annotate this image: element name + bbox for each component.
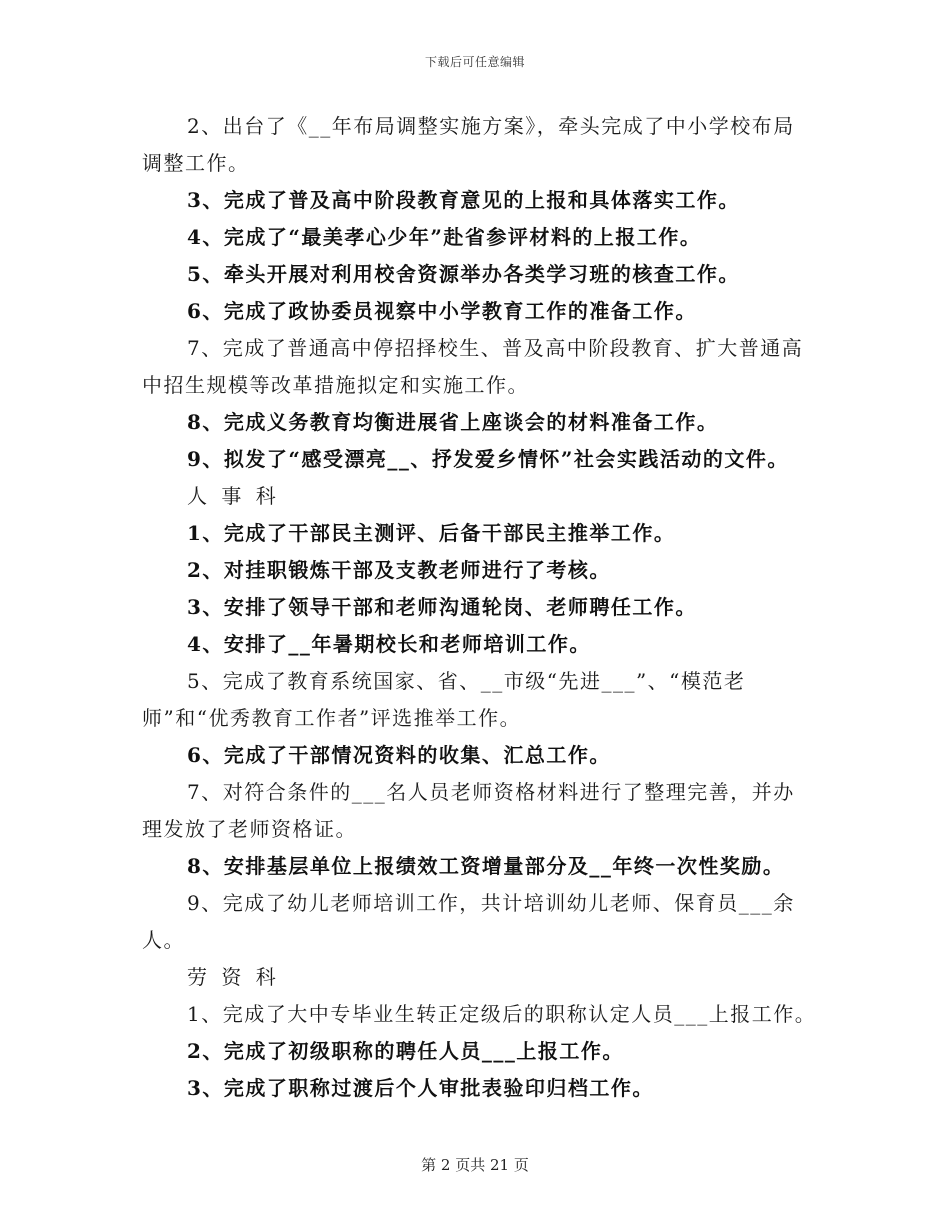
paragraph-line: 3、完成了普及高中阶段教育意见的上报和具体落实工作。 bbox=[187, 188, 740, 212]
paragraph-line: 人。 bbox=[142, 928, 185, 952]
paragraph-line: 中招生规模等改革措施拟定和实施工作。 bbox=[142, 373, 529, 397]
paragraph-line: 理发放了老师资格证。 bbox=[142, 817, 357, 841]
paragraph-line: 7、完成了普通高中停招择校生、普及高中阶段教育、扩大普通高 bbox=[187, 336, 804, 360]
paragraph-line: 8、安排基层单位上报绩效工资增量部分及__年终一次性奖励。 bbox=[187, 854, 785, 878]
page-number: 第 2 页共 21 页 bbox=[421, 1156, 529, 1174]
paragraph-line: 1、完成了大中专毕业生转正定级后的职称认定人员___上报工作。 bbox=[187, 1002, 817, 1026]
paragraph-line: 3、安排了领导干部和老师沟通轮岗、老师聘任工作。 bbox=[187, 595, 697, 619]
paragraph-line: 5、完成了教育系统国家、省、__市级“先进___”、“模范老 bbox=[187, 669, 746, 693]
paragraph-line: 调整工作。 bbox=[142, 151, 250, 175]
paragraph-line: 6、完成了政协委员视察中小学教育工作的准备工作。 bbox=[187, 299, 697, 323]
paragraph-line: 9、完成了幼儿老师培训工作，共计培训幼儿老师、保育员___余 bbox=[187, 891, 795, 915]
paragraph-line: 2、对挂职锻炼干部及支教老师进行了考核。 bbox=[187, 558, 611, 582]
paragraph-line: 5、牵头开展对利用校舍资源举办各类学习班的核查工作。 bbox=[187, 262, 740, 286]
document-body bbox=[0, 108, 950, 1107]
page-header: 下载后可任意编辑 bbox=[424, 55, 525, 69]
paragraph-line: 4、完成了“最美孝心少年”赴省参评材料的上报工作。 bbox=[187, 225, 702, 249]
section-heading: 劳 资 科 bbox=[187, 965, 280, 989]
paragraph-line: 2、出台了《__年布局调整实施方案》，牵头完成了中小学校布局 bbox=[187, 114, 795, 138]
paragraph-line: 师”和“优秀教育工作者”评选推举工作。 bbox=[142, 706, 522, 730]
paragraph-line: 6、完成了干部情况资料的收集、汇总工作。 bbox=[187, 743, 611, 767]
paragraph-line: 2、完成了初级职称的聘任人员___上报工作。 bbox=[187, 1039, 624, 1063]
paragraph-line: 8、完成义务教育均衡进展省上座谈会的材料准备工作。 bbox=[187, 410, 719, 434]
paragraph-line: 9、拟发了“感受漂亮__、抒发爱乡情怀”社会实践活动的文件。 bbox=[187, 447, 789, 471]
paragraph-line: 1、完成了干部民主测评、后备干部民主推举工作。 bbox=[187, 521, 676, 545]
paragraph-line: 4、安排了__年暑期校长和老师培训工作。 bbox=[187, 632, 591, 656]
paragraph-line: 3、完成了职称过渡后个人审批表验印归档工作。 bbox=[187, 1076, 654, 1100]
section-heading: 人 事 科 bbox=[187, 484, 280, 508]
paragraph-line: 7、对符合条件的___名人员老师资格材料进行了整理完善，并办 bbox=[187, 780, 795, 804]
